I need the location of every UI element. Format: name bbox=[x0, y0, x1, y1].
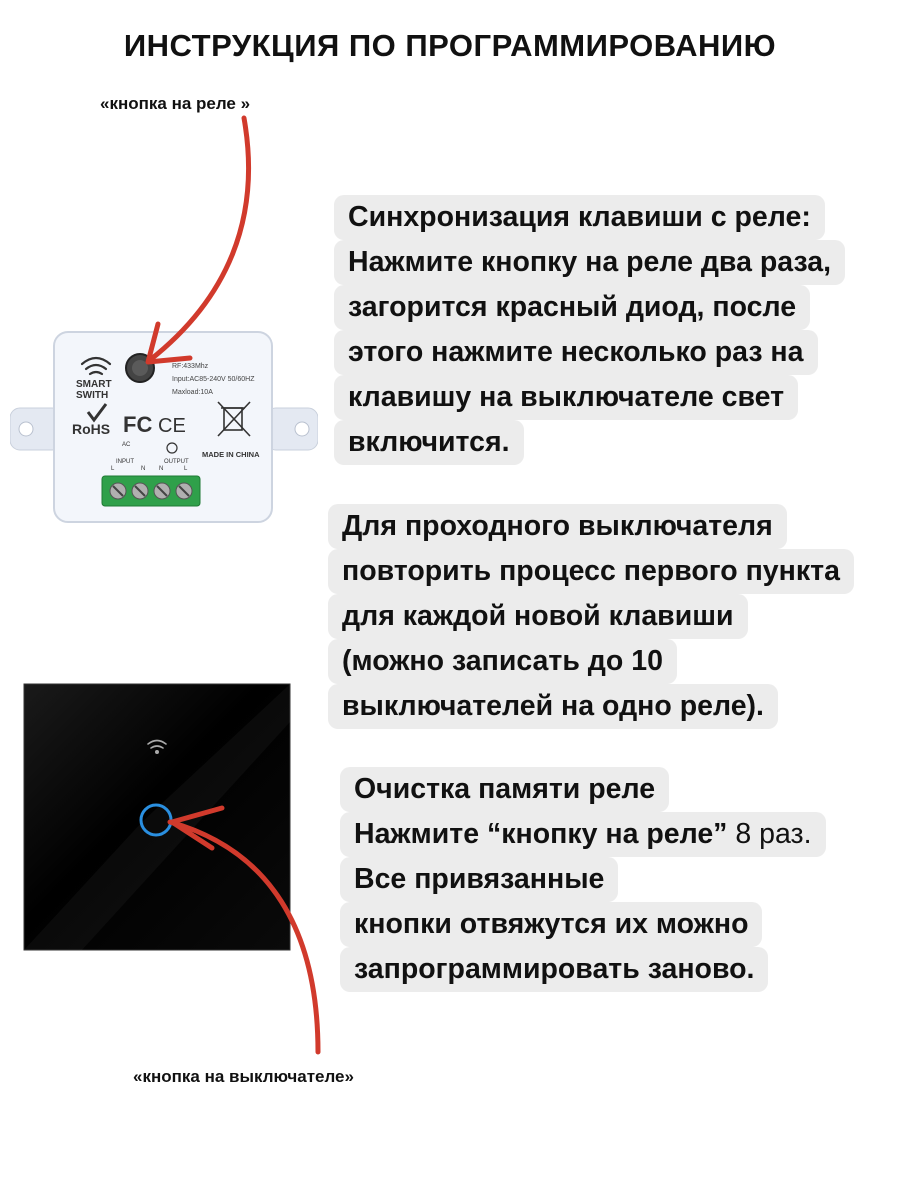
sync-instruction-block bbox=[334, 195, 845, 465]
instruction-line: Все привязанные bbox=[340, 857, 618, 902]
ce-mark: CE bbox=[158, 415, 186, 437]
relay-brand-line1: SMART bbox=[76, 379, 112, 390]
instruction-line: этого нажмите несколько раз на bbox=[334, 330, 818, 375]
page-title: ИНСТРУКЦИЯ ПО ПРОГРАММИРОВАНИЮ bbox=[123, 28, 777, 63]
instruction-line-mixed bbox=[340, 812, 826, 857]
instruction-line: Очистка памяти реле bbox=[340, 767, 669, 812]
input-label: INPUT bbox=[116, 459, 134, 465]
instruction-line: Синхронизация клавиши с реле: bbox=[334, 195, 825, 240]
instruction-line: запрограммировать заново. bbox=[340, 947, 768, 992]
switch-button-caption: «кнопка на выключателе» bbox=[133, 1067, 354, 1086]
instruction-line: выключателей на одно реле). bbox=[328, 684, 778, 729]
relay-spec-maxload: Maxload:10A bbox=[172, 389, 213, 396]
instruction-fragment: Нажмите “кнопку на реле” bbox=[354, 818, 728, 850]
relay-module bbox=[10, 330, 318, 526]
instruction-line: (можно записать до 10 bbox=[328, 639, 677, 684]
rohs-mark: RoHS bbox=[72, 421, 111, 437]
instruction-line: клавишу на выключателе свет bbox=[334, 375, 798, 420]
instruction-line: Для проходного выключателя bbox=[328, 504, 787, 549]
instruction-line: повторить процесс первого пункта bbox=[328, 549, 854, 594]
instruction-line: загорится красный диод, после bbox=[334, 285, 810, 330]
passthrough-instruction-block bbox=[328, 504, 854, 729]
touch-switch-panel bbox=[22, 682, 294, 954]
terminal-label-n2: N bbox=[159, 466, 164, 472]
instruction-line: для каждой новой клавиши bbox=[328, 594, 748, 639]
terminal-label-l2: L bbox=[184, 466, 188, 472]
relay-spec-rf: RF:433Mhz bbox=[172, 363, 209, 370]
output-label: OUTPUT bbox=[164, 459, 189, 465]
made-in-label: MADE IN CHINA bbox=[202, 450, 260, 459]
terminal-label-l1: L bbox=[111, 466, 115, 472]
fc-mark: FC bbox=[123, 412, 153, 437]
instruction-line: Нажмите кнопку на реле два раза, bbox=[334, 240, 845, 285]
instruction-line: включится. bbox=[334, 420, 524, 465]
relay-arrow bbox=[150, 118, 249, 360]
relay-spec-input: Input:AC85-240V 50/60HZ bbox=[172, 376, 255, 383]
terminal-label-n1: N bbox=[141, 466, 146, 472]
ac-label: AC bbox=[122, 442, 131, 448]
relay-button-caption: «кнопка на реле » bbox=[100, 94, 251, 113]
instruction-fragment-count: 8 раз. bbox=[735, 818, 812, 850]
relay-brand-line2: SWITH bbox=[76, 390, 109, 401]
memory-clear-instruction-block bbox=[340, 767, 826, 992]
instruction-line: кнопки отвяжутся их можно bbox=[340, 902, 762, 947]
